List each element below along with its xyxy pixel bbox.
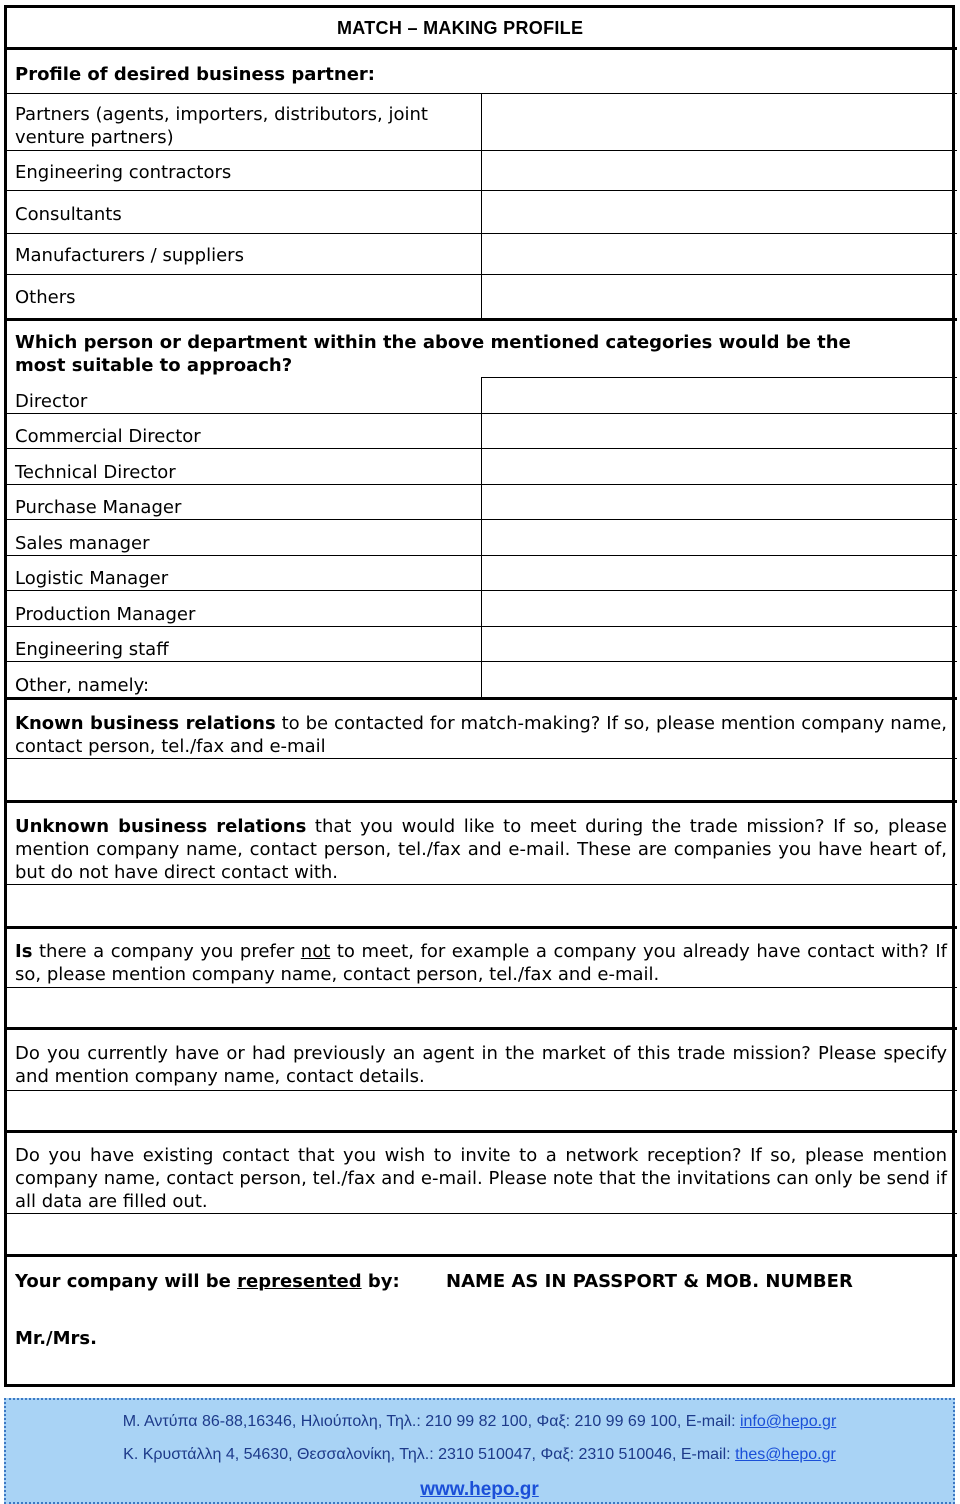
unknown-relations-input[interactable] — [7, 885, 952, 925]
approach-row-label: Engineering staff — [15, 639, 169, 660]
profile-row-label: Engineering contractors — [15, 162, 232, 183]
approach-input-cell[interactable] — [482, 556, 952, 590]
page-title: MATCH – MAKING PROFILE — [337, 18, 584, 38]
divider — [7, 47, 957, 50]
approach-input-cell[interactable] — [482, 414, 952, 448]
profile-input-cell[interactable] — [482, 234, 952, 274]
profile-row-label: Others — [15, 287, 76, 308]
representative-input[interactable] — [110, 1320, 952, 1360]
approach-row-label: Commercial Director — [15, 426, 201, 447]
divider — [7, 800, 957, 803]
known-relations-input[interactable] — [7, 759, 952, 799]
approach-input-cell[interactable] — [482, 449, 952, 484]
prefer-not-input[interactable] — [7, 988, 952, 1026]
footer-website-line — [6, 1479, 953, 1501]
network-input[interactable] — [7, 1214, 952, 1253]
salutation-label: Mr./Mrs. — [15, 1328, 97, 1349]
approach-row-label: Sales manager — [15, 533, 150, 554]
divider — [7, 1027, 957, 1030]
prefer-not-question: Is there a company you prefer not to meet, for example a company you already have contact with? If so, please mention company name, contact person, tel./fax and e-mail. — [15, 941, 947, 985]
divider — [7, 1254, 957, 1257]
profile-row-label: venture partners) — [15, 127, 174, 148]
profile-row-label: Partners (agents, importers, distributors, joint — [15, 104, 428, 125]
represented-label: Your company will be represented by: — [15, 1271, 400, 1292]
profile-input-cell[interactable] — [482, 94, 952, 150]
divider — [7, 926, 957, 929]
network-question: Do you have existing contact that you wish to invite to a network reception? If so, please mention company name, contact person, tel./fax and e-mail. Please note that the invitations can only be send if all data are filled out. — [15, 1145, 947, 1212]
thessaloniki-email-link[interactable]: thes@hepo.gr — [735, 1446, 836, 1463]
agent-question: Do you currently have or had previously an agent in the market of this trade mission? Please specify and mention company name, contact details. — [15, 1043, 947, 1087]
profile-input-cell[interactable] — [482, 275, 952, 318]
approach-row-label: Logistic Manager — [15, 568, 169, 589]
approach-row-label: Director — [15, 391, 88, 412]
unknown-relations-question: Unknown business relations that you would like to meet during the trade mission? If so, please mention company name, contact person, tel./fax and e-mail. These are companies you have heart of, but do not have direct contact with. — [15, 816, 947, 883]
profile-input-cell[interactable] — [482, 191, 952, 233]
divider — [7, 1130, 957, 1133]
approach-input-cell[interactable] — [482, 520, 952, 555]
footer-thessaloniki-line: Κ. Κρυστάλλη 4, 54630, Θεσσαλονίκη, Τηλ.: 2310 510047, Φαξ: 2310 510046, E-mail: thes@hepo.gr — [123, 1446, 836, 1463]
agent-input[interactable] — [7, 1091, 952, 1129]
profile-heading: Profile of desired business partner: — [15, 64, 376, 85]
approach-input-cell[interactable] — [482, 591, 952, 626]
divider — [7, 697, 957, 700]
profile-row-label: Consultants — [15, 204, 122, 225]
approach-input-cell[interactable] — [482, 662, 952, 697]
known-relations-question: Known business relations to be contacted for match-making? If so, please mention company name, contact person, tel./fax and e-mail — [15, 713, 947, 757]
footer-contact-box — [4, 1398, 955, 1504]
approach-input-cell[interactable] — [482, 378, 952, 413]
website-link[interactable]: www.hepo.gr — [420, 1479, 539, 1500]
approach-input-cell[interactable] — [482, 485, 952, 519]
footer-athens-line: Μ. Αντύπα 86-88,16346, Ηλιούπολη, Τηλ.: 210 99 82 100, Φαξ: 210 99 69 100, E-mail: info@hepo.gr — [122, 1413, 837, 1430]
divider — [7, 318, 957, 321]
represented-note: NAME AS IN PASSPORT & MOB. NUMBER — [446, 1271, 853, 1292]
approach-row-label: Technical Director — [15, 462, 176, 483]
profile-input-cell[interactable] — [482, 151, 952, 190]
profile-row-label: Manufacturers / suppliers — [15, 245, 244, 266]
approach-row-label: Production Manager — [15, 604, 196, 625]
athens-email-link[interactable]: info@hepo.gr — [739, 1413, 837, 1430]
approach-row-label: Other, namely: — [15, 675, 150, 696]
approach-question-line2: most suitable to approach? — [15, 355, 293, 376]
approach-question-line1: Which person or department within the above mentioned categories would be the — [15, 332, 851, 353]
approach-row-label: Purchase Manager — [15, 497, 182, 518]
approach-input-cell[interactable] — [482, 627, 952, 661]
